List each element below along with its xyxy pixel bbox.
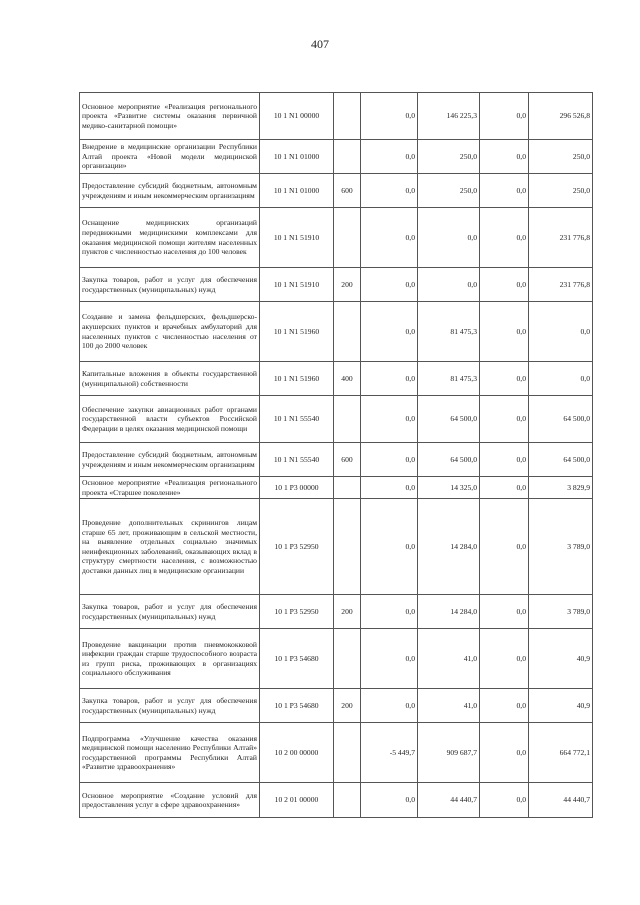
budget-table xyxy=(79,92,593,818)
table-row xyxy=(80,268,593,302)
table-row xyxy=(80,443,593,477)
row-value-1: 0,0 xyxy=(361,477,418,499)
table-row xyxy=(80,723,593,783)
table-row xyxy=(80,689,593,723)
row-name: Закупка товаров, работ и услуг для обеспечения государственных (муниципальных) нужд xyxy=(80,595,260,629)
row-value-3: 0,0 xyxy=(480,629,529,689)
row-name: Основное мероприятие «Реализация регионального проекта «Старшее поколение» xyxy=(80,477,260,499)
row-code: 10 1 P3 54680 xyxy=(260,629,334,689)
row-value-4: 40,9 xyxy=(529,689,593,723)
row-value-2: 0,0 xyxy=(418,208,480,268)
row-expense-type xyxy=(334,302,361,362)
row-value-3: 0,0 xyxy=(480,140,529,174)
row-expense-type xyxy=(334,629,361,689)
row-value-4: 231 776,8 xyxy=(529,208,593,268)
row-value-4: 0,0 xyxy=(529,362,593,396)
row-code: 10 1 N1 01000 xyxy=(260,140,334,174)
row-code: 10 1 N1 51960 xyxy=(260,362,334,396)
row-value-2: 14 284,0 xyxy=(418,499,480,595)
table-row xyxy=(80,595,593,629)
row-value-4: 3 829,9 xyxy=(529,477,593,499)
row-expense-type: 200 xyxy=(334,268,361,302)
page-number: 407 xyxy=(311,37,329,51)
row-value-1: 0,0 xyxy=(361,499,418,595)
row-name: Проведение вакцинации против пневмококковой инфекции граждан старше трудоспособного возраста из групп риска, проживающих в организациях социального обслуживания xyxy=(80,629,260,689)
row-name: Подпрограмма «Улучшение качества оказания медицинской помощи населению Республики Алтай» государственной программы Республики Алтай «Развитие здравоохранения» xyxy=(80,723,260,783)
row-code: 10 1 N1 55540 xyxy=(260,443,334,477)
row-expense-type xyxy=(334,477,361,499)
row-value-1: -5 449,7 xyxy=(361,723,418,783)
row-value-4: 0,0 xyxy=(529,302,593,362)
row-value-1: 0,0 xyxy=(361,595,418,629)
row-name: Основное мероприятие «Создание условий для предоставления услуг в сфере здравоохранения» xyxy=(80,783,260,818)
table-row xyxy=(80,302,593,362)
row-value-1: 0,0 xyxy=(361,140,418,174)
row-value-3: 0,0 xyxy=(480,174,529,208)
row-value-2: 41,0 xyxy=(418,629,480,689)
row-value-4: 64 500,0 xyxy=(529,443,593,477)
row-value-2: 250,0 xyxy=(418,174,480,208)
row-value-2: 250,0 xyxy=(418,140,480,174)
row-value-3: 0,0 xyxy=(480,595,529,629)
row-value-4: 664 772,1 xyxy=(529,723,593,783)
row-value-2: 64 500,0 xyxy=(418,443,480,477)
row-value-1: 0,0 xyxy=(361,443,418,477)
row-code: 10 1 P3 00000 xyxy=(260,477,334,499)
row-value-2: 41,0 xyxy=(418,689,480,723)
row-expense-type xyxy=(334,499,361,595)
row-value-4: 296 526,8 xyxy=(529,93,593,140)
row-expense-type xyxy=(334,396,361,443)
row-expense-type xyxy=(334,723,361,783)
row-code: 10 1 N1 55540 xyxy=(260,396,334,443)
row-name: Оснащение медицинских организаций передвижными медицинскими комплексами для оказания медицинской помощи жителям населенных пунктов с численностью населения до 100 человек xyxy=(80,208,260,268)
row-code: 10 2 01 00000 xyxy=(260,783,334,818)
row-code: 10 2 00 00000 xyxy=(260,723,334,783)
table-row xyxy=(80,477,593,499)
row-value-3: 0,0 xyxy=(480,689,529,723)
table-row xyxy=(80,140,593,174)
row-value-2: 44 440,7 xyxy=(418,783,480,818)
row-code: 10 1 N1 51910 xyxy=(260,268,334,302)
row-name: Основное мероприятие «Реализация регионального проекта «Развитие системы оказания первичной медико-санитарной помощи» xyxy=(80,93,260,140)
row-value-3: 0,0 xyxy=(480,499,529,595)
row-code: 10 1 N1 00000 xyxy=(260,93,334,140)
row-name: Внедрение в медицинские организации Республики Алтай проекта «Новой модели медицинской организации» xyxy=(80,140,260,174)
row-name: Закупка товаров, работ и услуг для обеспечения государственных (муниципальных) нужд xyxy=(80,268,260,302)
row-value-2: 0,0 xyxy=(418,268,480,302)
row-code: 10 1 P3 52950 xyxy=(260,595,334,629)
row-code: 10 1 P3 54680 xyxy=(260,689,334,723)
table-row xyxy=(80,783,593,818)
row-value-1: 0,0 xyxy=(361,783,418,818)
row-value-1: 0,0 xyxy=(361,362,418,396)
row-value-1: 0,0 xyxy=(361,396,418,443)
row-value-1: 0,0 xyxy=(361,93,418,140)
row-expense-type: 200 xyxy=(334,689,361,723)
table-row xyxy=(80,396,593,443)
row-value-1: 0,0 xyxy=(361,629,418,689)
row-name: Предоставление субсидий бюджетным, автономным учреждениям и иным некоммерческим организациям xyxy=(80,174,260,208)
row-expense-type xyxy=(334,783,361,818)
row-value-4: 250,0 xyxy=(529,140,593,174)
row-value-1: 0,0 xyxy=(361,689,418,723)
row-value-3: 0,0 xyxy=(480,396,529,443)
row-value-3: 0,0 xyxy=(480,443,529,477)
row-name: Создание и замена фельдшерских, фельдшерско-акушерских пунктов и врачебных амбулаторий для населенных пунктов с численностью населения от 100 до 2000 человек xyxy=(80,302,260,362)
row-value-2: 14 325,0 xyxy=(418,477,480,499)
budget-table-body xyxy=(80,93,593,818)
table-row xyxy=(80,362,593,396)
row-expense-type: 400 xyxy=(334,362,361,396)
row-code: 10 1 N1 01000 xyxy=(260,174,334,208)
row-value-3: 0,0 xyxy=(480,723,529,783)
table-row xyxy=(80,174,593,208)
row-value-2: 146 225,3 xyxy=(418,93,480,140)
row-value-3: 0,0 xyxy=(480,208,529,268)
row-name: Закупка товаров, работ и услуг для обеспечения государственных (муниципальных) нужд xyxy=(80,689,260,723)
row-name: Проведение дополнительных скринингов лицам старше 65 лет, проживающим в сельской местности, на выявление отдельных социально значимых неинфекционных заболеваний, оказывающих вклад в структуру смертности населения, с возможностью доставки данных лиц в медицинские организации xyxy=(80,499,260,595)
row-value-1: 0,0 xyxy=(361,174,418,208)
row-value-4: 40,9 xyxy=(529,629,593,689)
table-row xyxy=(80,93,593,140)
row-value-3: 0,0 xyxy=(480,477,529,499)
row-value-2: 81 475,3 xyxy=(418,362,480,396)
row-value-2: 14 284,0 xyxy=(418,595,480,629)
row-value-2: 64 500,0 xyxy=(418,396,480,443)
row-expense-type: 600 xyxy=(334,443,361,477)
row-value-3: 0,0 xyxy=(480,268,529,302)
row-code: 10 1 N1 51960 xyxy=(260,302,334,362)
row-expense-type: 600 xyxy=(334,174,361,208)
row-name: Обеспечение закупки авиационных работ органами государственной власти субъектов Российской Федерации в целях оказания медицинской помощи xyxy=(80,396,260,443)
row-value-1: 0,0 xyxy=(361,302,418,362)
row-value-3: 0,0 xyxy=(480,93,529,140)
row-value-4: 3 789,0 xyxy=(529,499,593,595)
row-value-1: 0,0 xyxy=(361,208,418,268)
row-name: Капитальные вложения в объекты государственной (муниципальной) собственности xyxy=(80,362,260,396)
row-expense-type: 200 xyxy=(334,595,361,629)
row-expense-type xyxy=(334,93,361,140)
row-name: Предоставление субсидий бюджетным, автономным учреждениям и иным некоммерческим организациям xyxy=(80,443,260,477)
row-code: 10 1 N1 51910 xyxy=(260,208,334,268)
row-value-1: 0,0 xyxy=(361,268,418,302)
row-value-3: 0,0 xyxy=(480,362,529,396)
table-row xyxy=(80,499,593,595)
table-row xyxy=(80,208,593,268)
row-value-4: 64 500,0 xyxy=(529,396,593,443)
row-code: 10 1 P3 52950 xyxy=(260,499,334,595)
row-value-2: 81 475,3 xyxy=(418,302,480,362)
row-value-3: 0,0 xyxy=(480,302,529,362)
row-value-4: 3 789,0 xyxy=(529,595,593,629)
table-row xyxy=(80,629,593,689)
row-expense-type xyxy=(334,208,361,268)
row-value-3: 0,0 xyxy=(480,783,529,818)
row-value-4: 44 440,7 xyxy=(529,783,593,818)
row-value-2: 909 687,7 xyxy=(418,723,480,783)
row-expense-type xyxy=(334,140,361,174)
row-value-4: 250,0 xyxy=(529,174,593,208)
row-value-4: 231 776,8 xyxy=(529,268,593,302)
